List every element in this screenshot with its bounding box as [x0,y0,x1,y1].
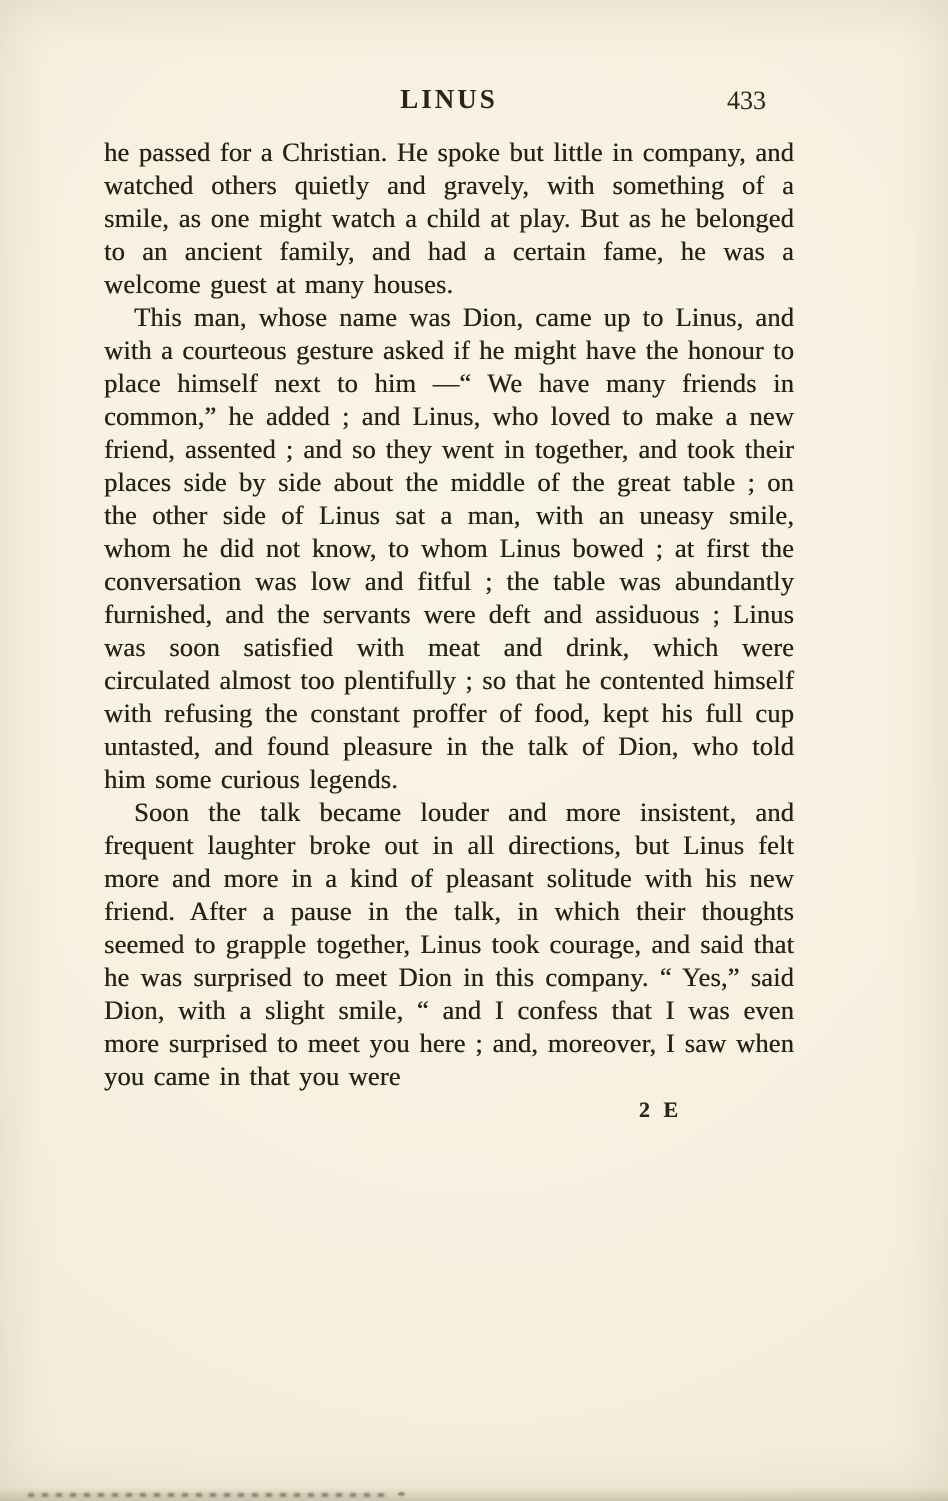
body-copy [104,136,794,1093]
running-head [104,84,794,130]
page-title: LINUS [400,84,498,114]
page-number: 433 [727,86,766,115]
paragraph: This man, whose name was Dion, came up to Linus, and with a courteous gesture asked if he might have the honour to place himself next to him —“ We have many friends in common,” he added ; and Linus, who loved to make a new friend, assented ; and so they went in together, and took their places side by side about the middle of the great table ; on the other side of Linus sat a man, with an uneasy smile, whom he did not know, to whom Linus bowed ; at first the conversation was low and fitful ; the table was abundantly furnished, and the servants were deft and assiduous ; Linus was soon satisfied with meat and drink, which were circulated almost too plentifully ; so that he contented himself with refusing the constant proffer of food, kept his full cup untasted, and found pleasure in the talk of Dion, who told him some curious legends. [104,302,794,794]
scan-artifact [398,1492,405,1496]
paragraph: Soon the talk became louder and more insistent, and frequent laughter broke out in all directions, but Linus felt more and more in a kind of pleasant solitude with his new friend. After a pause in the talk, in which their thoughts seemed to grapple together, Linus took courage, and said that he was surprised to meet Dion in this company. “ Yes,” said Dion, with a slight smile, “ and I confess that I was even more surprised to meet you here ; and, moreover, I saw when you came in that you were [104,797,794,1091]
paragraph: he passed for a Christian. He spoke but little in company, and watched others quietly and gravely, with something of a smile, as one might watch a child at play. But as he belonged to an ancient family, and had a certain fame, he was a welcome guest at many houses. [104,137,794,299]
signature-mark: 2 E [638,1097,682,1122]
text-block [104,84,794,1123]
scan-artifact [28,1493,388,1497]
